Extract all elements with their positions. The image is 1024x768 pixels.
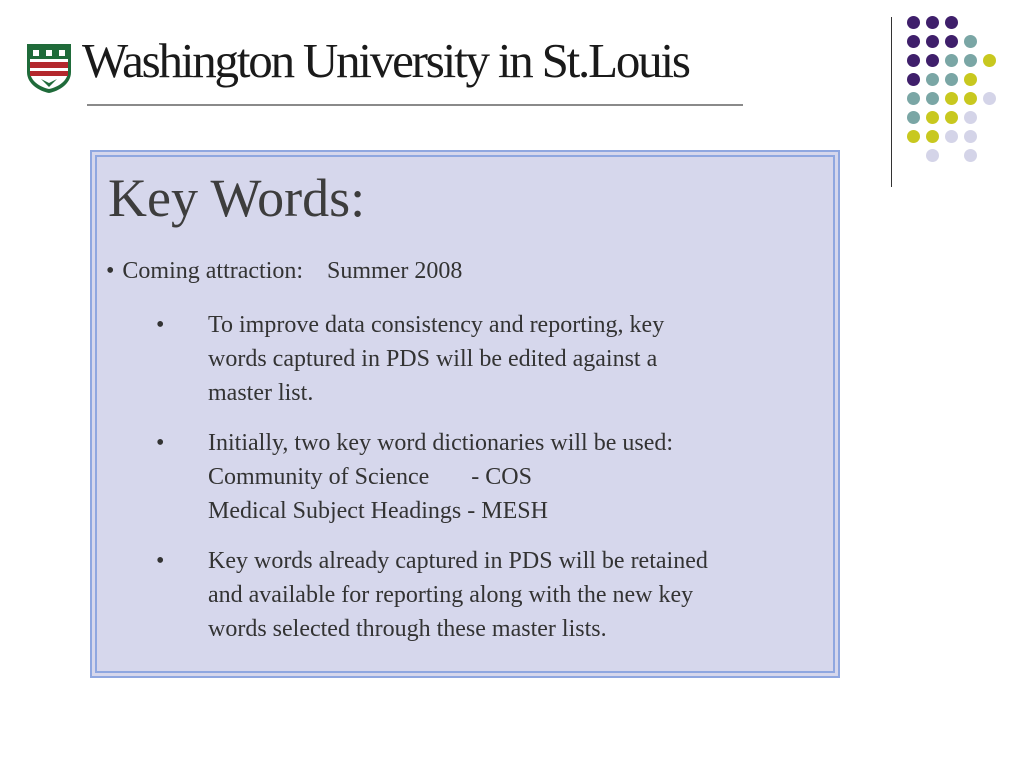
list-item-line: To improve data consistency and reporting, key bbox=[208, 312, 665, 338]
decor-dot bbox=[907, 73, 920, 86]
decor-dot bbox=[907, 54, 920, 67]
decor-dot bbox=[983, 54, 996, 67]
decor-vertical-divider bbox=[891, 17, 892, 187]
decor-dot bbox=[945, 54, 958, 67]
decor-dot bbox=[964, 92, 977, 105]
list-item bbox=[152, 544, 812, 646]
decor-dot bbox=[907, 130, 920, 143]
lead-bullet-item bbox=[106, 258, 462, 285]
decor-dot bbox=[907, 111, 920, 124]
decor-dot bbox=[945, 111, 958, 124]
list-item-line: Key words already captured in PDS will be retained bbox=[208, 548, 708, 574]
list-item-line: Medical Subject Headings - MESH bbox=[208, 498, 548, 524]
bullet-icon: • bbox=[156, 430, 165, 456]
decor-dot bbox=[983, 92, 996, 105]
lead-bullet-text: Coming attraction: Summer 2008 bbox=[122, 258, 463, 284]
slide-header bbox=[0, 0, 1024, 110]
lead-bullet-icon: • bbox=[106, 258, 115, 284]
list-item-line: words captured in PDS will be edited against a bbox=[208, 346, 658, 372]
decor-dot bbox=[964, 54, 977, 67]
decor-dot bbox=[926, 16, 939, 29]
header-divider bbox=[87, 104, 743, 106]
decor-dot bbox=[926, 73, 939, 86]
decor-dot bbox=[945, 16, 958, 29]
decor-dot bbox=[964, 130, 977, 143]
bullet-icon: • bbox=[156, 312, 165, 338]
content-panel bbox=[90, 150, 840, 678]
list-item-line: and available for reporting along with the new key bbox=[208, 582, 694, 608]
decor-dot bbox=[907, 92, 920, 105]
list-item-line: words selected through these master lists. bbox=[208, 616, 607, 642]
university-wordmark: Washington University in St.Louis bbox=[82, 33, 689, 88]
decor-dot bbox=[964, 73, 977, 86]
decor-dot bbox=[964, 35, 977, 48]
list-item-line: Community of Science - COS bbox=[208, 464, 532, 490]
decor-dot bbox=[907, 16, 920, 29]
slide-title: Key Words: bbox=[108, 168, 366, 228]
decor-dot bbox=[926, 111, 939, 124]
university-shield-icon bbox=[25, 42, 73, 94]
decor-dot bbox=[926, 54, 939, 67]
sub-bullet-list bbox=[152, 308, 812, 662]
decor-dot bbox=[945, 130, 958, 143]
decor-dot bbox=[945, 35, 958, 48]
list-item bbox=[152, 308, 812, 410]
decor-dot bbox=[945, 92, 958, 105]
decor-dot bbox=[926, 130, 939, 143]
list-item-line: master list. bbox=[208, 380, 314, 406]
decor-dot bbox=[907, 35, 920, 48]
decor-dot bbox=[926, 92, 939, 105]
decor-dot bbox=[926, 149, 939, 162]
decor-dot bbox=[964, 149, 977, 162]
decor-dot bbox=[926, 35, 939, 48]
list-item bbox=[152, 426, 812, 528]
decor-dot-grid bbox=[905, 10, 1015, 170]
decor-dot bbox=[964, 111, 977, 124]
bullet-icon: • bbox=[156, 548, 165, 574]
list-item-line: Initially, two key word dictionaries will be used: bbox=[208, 430, 674, 456]
decor-dot bbox=[945, 73, 958, 86]
